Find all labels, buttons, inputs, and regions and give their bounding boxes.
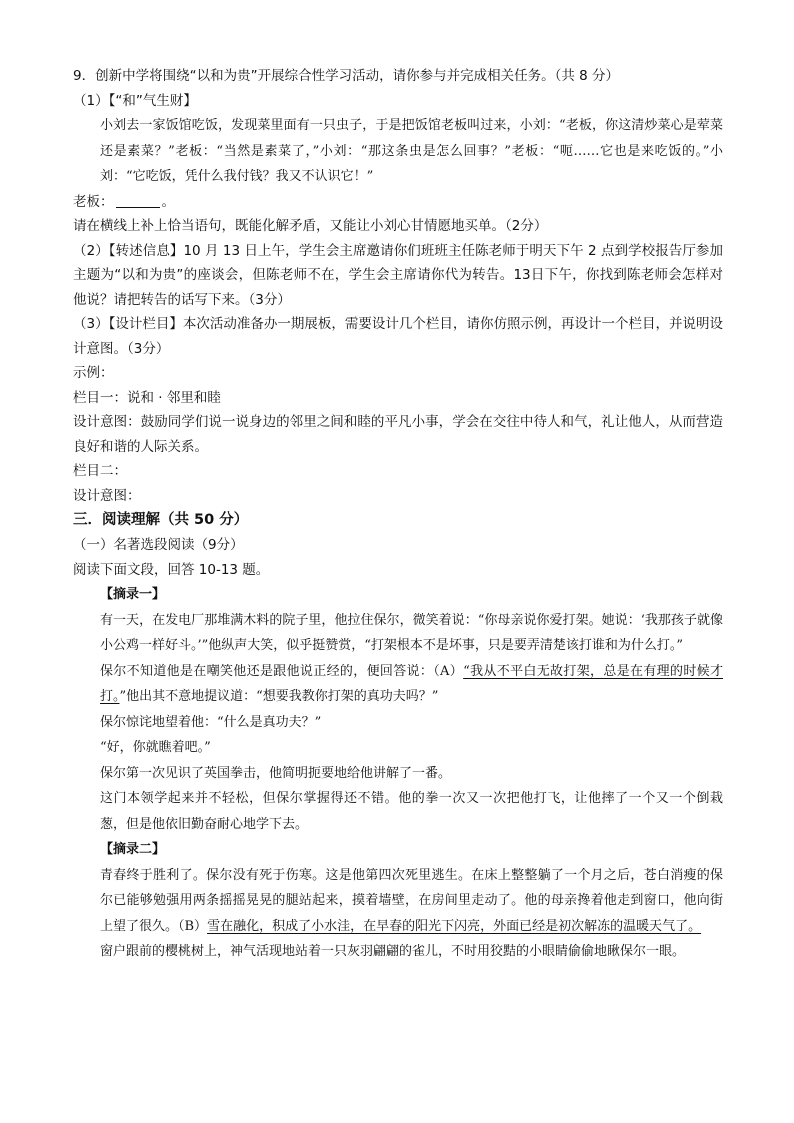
column-one: 栏目一：说和 · 邻里和睦	[73, 389, 221, 406]
task-1-title: （1）【“和”气生财】	[73, 92, 197, 109]
part-1-title: （一）名著选段阅读（9分）	[73, 537, 244, 553]
underlined-sentence-a: “我从不平白无故打架，总是在有理的时候才打。	[100, 663, 724, 704]
task-1-instruction: 请在横线上补上恰当语句，既能化解矛盾，又能让小刘心甘情愿地买单。（2分）	[73, 218, 548, 234]
answer-blank[interactable]	[116, 192, 160, 208]
task-1-story: 小刘去一家饭馆吃饭，发现菜里面有一只虫子，于是把饭馆老板叫过来，小刘：“老板，你这清炒菜心是荤菜还是素菜？”老板：“当然是素菜了，”小刘：“那这条虫是怎么回事？”老板：“呃……它也是来吃饭的。”小刘：“它吃饭，凭什么我付钱？我又不认识它！”	[100, 118, 723, 184]
task-2: （2）【转述信息】10 月 13 日上午，学生会主席邀请你们班班主任陈老师于明天下午 2 点到学校报告厅参加主题为“以和为贵”的座谈会，但陈老师不在，学生会主席请你代为转告。13日下午，你找到陈老师会怎样对他说？请把转告的话写下来。（3分）	[73, 242, 723, 308]
example-label: 示例：	[73, 365, 114, 381]
excerpt-1-paragraph: 保尔惊诧地望着他：“什么是真功夫？”	[100, 714, 322, 730]
exam-page	[73, 64, 723, 965]
excerpt-1-paragraph: 这门本领学起来并不轻松，但保尔掌握得还不错。他的拳一次又一次把他打飞，让他摔了一个又一个倒栽葱，但是他依旧勤奋耐心地学下去。	[100, 791, 723, 832]
boss-label: 老板：	[73, 193, 114, 210]
reading-instruction: 阅读下面文段，回答 10-13 题。	[73, 561, 270, 578]
underlined-sentence-b: 雪在融化，积成了小水洼，在早春的阳光下闪亮，外面已经是初次解冻的温暖天气了。	[207, 918, 702, 934]
question-9-intro: 9．创新中学将围绕“以和为贵”开展综合性学习活动，请你参与并完成相关任务。（共 8 分）	[73, 68, 619, 84]
column-one-intent: 设计意图：鼓励同学们说一说身边的邻里之间和睦的平凡小事，学会在交往中待人和气，礼让他人，从而营造良好和谐的人际关系。	[73, 414, 723, 455]
section-3-title: 三．阅读理解（共 50 分）	[73, 512, 249, 528]
excerpt-2-text: 青春终于胜利了。保尔没有死于伤寒。这是他第四次死里逃生。在床上整整躺了一个月之后，苍白消瘦的保尔已能够勉强用两条摇摇晃晃的腿站起来，摸着墙壁，在房间里走动了。他的母亲搀着他走到窗口，他向街上望了很久。（B）	[100, 867, 723, 934]
excerpt-1-text: 保尔不知道他是在嘲笑他还是跟他说正经的，便回答说：（A）	[100, 663, 464, 679]
column-two-intent: 设计意图：	[73, 487, 141, 504]
excerpt-1-paragraph: 保尔第一次见识了英国拳击，他简明扼要地给他讲解了一番。	[100, 765, 452, 781]
excerpt-2-paragraph	[73, 863, 723, 940]
excerpt-1-text: ”他出其不意地提议道：“想要我教你打架的真功夫吗？”	[119, 689, 439, 704]
excerpt-1-paragraph: “好，你就瞧着吧。”	[100, 740, 211, 755]
excerpt-1-paragraph: 有一天，在发电厂那堆满木料的院子里，他拉住保尔，微笑着说：“你母亲说你爱打架。她说：‘我那孩子就像小公鸡一样好斗。’”他纵声大笑，似乎挺赞赏，“打架根本不是坏事，只是要弄清楚该打谁和为什么打。”	[100, 612, 723, 653]
boss-end: 。	[161, 193, 175, 210]
excerpt-2-label: 【摘录二】	[100, 842, 166, 857]
task-3: （3）【设计栏目】本次活动准备办一期展板，需要设计几个栏目，请你仿照示例，再设计一个栏目，并说明设计意图。（3分）	[73, 316, 723, 357]
boss-answer-line	[73, 190, 723, 215]
excerpt-1-label: 【摘录一】	[100, 587, 166, 602]
excerpt-1-paragraph	[73, 659, 723, 710]
column-two: 栏目二：	[73, 463, 127, 479]
excerpt-2-paragraph: 窗户跟前的樱桃树上，神气活现地站着一只灰羽翩翩的雀儿，不时用狡黠的小眼睛偷偷地瞅保尔一眼。	[100, 944, 686, 959]
